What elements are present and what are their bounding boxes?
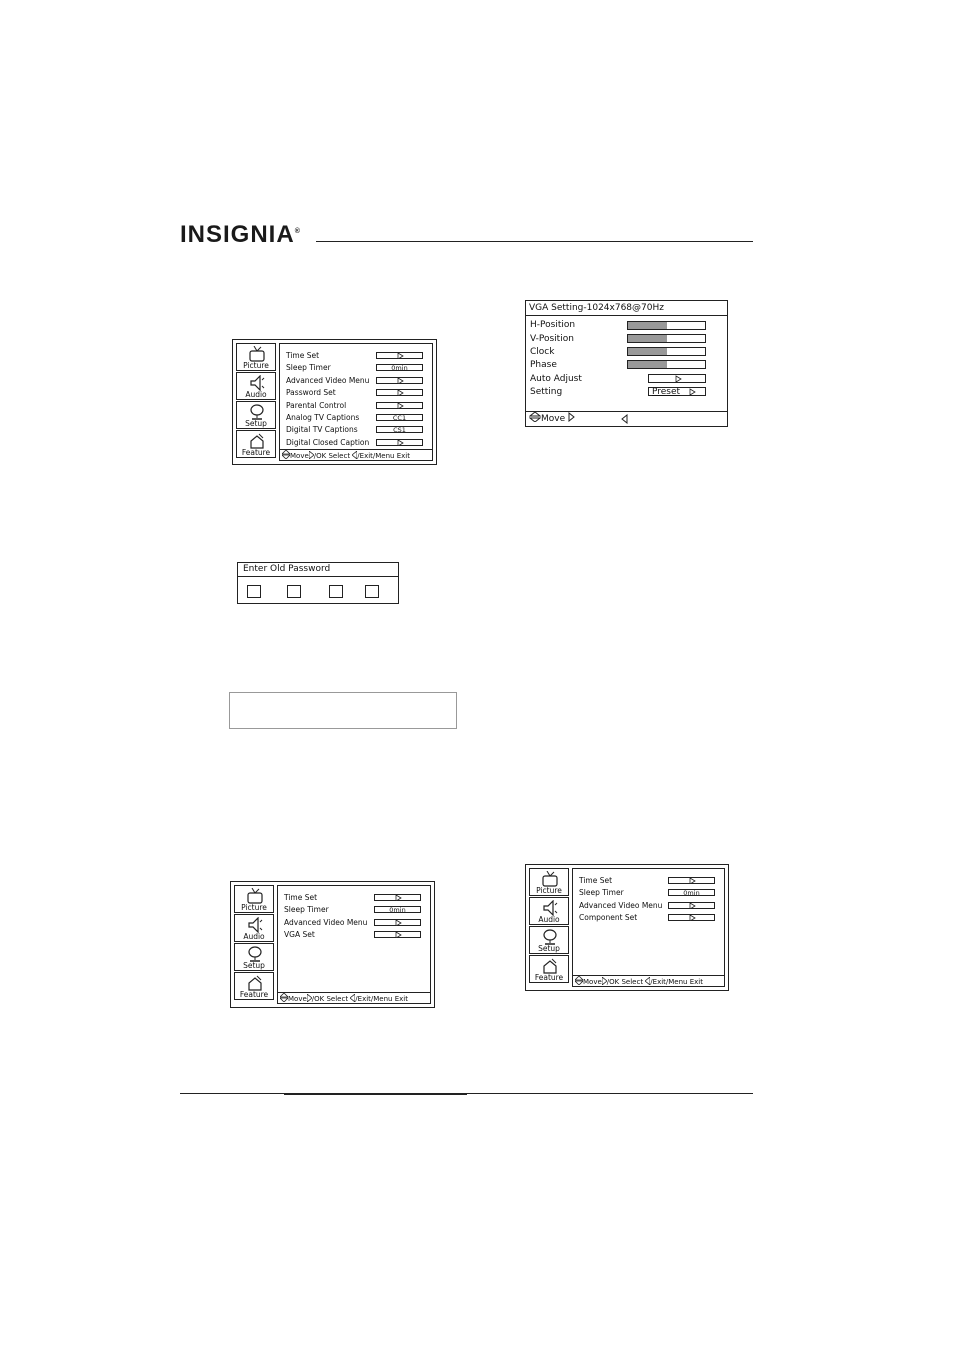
menu-item-value[interactable]: 0min [668, 889, 715, 896]
menu-item-value[interactable]: 0min [376, 364, 423, 371]
menu-footer [573, 975, 724, 986]
sidebar-label: Setup [538, 944, 560, 953]
setting-preset-select[interactable] [648, 387, 706, 396]
sidebar-label: Feature [534, 973, 564, 982]
menu-item-label[interactable]: Digital Closed Caption [286, 437, 370, 447]
feature-house-icon [542, 958, 558, 974]
menu-item-arrow[interactable] [376, 377, 423, 384]
menu-item-label[interactable]: Sleep Timer [286, 363, 331, 373]
footer-move: Move [290, 452, 309, 460]
arrow-right-icon [669, 902, 716, 909]
arrow-right-icon [649, 375, 707, 383]
menu-item-label[interactable]: Advanced Video Menu [286, 375, 370, 385]
footer-exit: /Exit/Menu Exit [357, 452, 410, 460]
up-down-arrow-icon [282, 450, 290, 459]
sidebar-label: Audio [245, 390, 267, 399]
speaker-icon [247, 917, 263, 933]
up-down-arrow-icon [280, 993, 288, 1002]
sidebar-picture-button[interactable] [236, 343, 276, 371]
speaker-icon [542, 900, 558, 916]
menu-item-arrow[interactable] [668, 902, 715, 909]
menu-items-panel [279, 343, 433, 461]
menu-item-value[interactable]: CS1 [376, 426, 423, 433]
arrow-right-icon [377, 439, 424, 446]
sidebar-label: Audio [243, 932, 265, 941]
osd-menu-parental [232, 339, 437, 465]
sidebar-setup-button[interactable] [234, 943, 274, 971]
menu-item-label[interactable]: Sleep Timer [284, 905, 329, 915]
footer-exit: /Exit/Menu Exit [650, 978, 703, 986]
footer-move: Move [288, 995, 307, 1003]
enter-password-dialog [237, 562, 399, 604]
menu-item-label[interactable]: Time Set [579, 876, 613, 885]
password-digit-1[interactable] [247, 585, 261, 598]
sidebar-picture-button[interactable] [529, 868, 569, 896]
menu-footer [278, 992, 430, 1003]
menu-item-label[interactable]: Sleep Timer [579, 888, 624, 898]
satellite-dish-icon [247, 946, 263, 962]
menu-item-label[interactable]: Analog TV Captions [286, 413, 360, 422]
auto-adjust-button[interactable] [648, 374, 706, 383]
clock-slider[interactable] [627, 347, 706, 356]
footer-exit: /Exit/Menu Exit [355, 995, 408, 1003]
sidebar-feature-button[interactable] [234, 972, 274, 1000]
feature-house-icon [247, 975, 263, 991]
sidebar-label: Picture [241, 903, 267, 912]
satellite-dish-icon [249, 404, 265, 420]
menu-item-label[interactable]: Advanced Video Menu [284, 917, 368, 927]
osd-menu-component [525, 864, 729, 991]
sidebar-audio-button[interactable] [529, 897, 569, 925]
menu-sidebar [234, 885, 274, 1004]
menu-item-label[interactable]: Parental Control [286, 400, 347, 410]
vga-row-label: Clock [530, 347, 555, 357]
menu-items-panel [277, 885, 431, 1004]
sidebar-audio-button[interactable] [234, 914, 274, 942]
sidebar-label: Picture [536, 886, 562, 895]
menu-sidebar [529, 868, 569, 987]
arrow-right-icon [669, 877, 716, 884]
password-title: Enter Old Password [238, 563, 398, 577]
speaker-icon [249, 375, 265, 391]
move-hint: Move [541, 414, 566, 424]
arrow-right-icon [377, 352, 424, 359]
sidebar-label: Setup [245, 419, 267, 428]
menu-item-arrow[interactable] [668, 914, 715, 921]
vga-row-label: H-Position [530, 320, 576, 330]
feature-house-icon [249, 433, 265, 449]
footer-select: /OK Select [606, 978, 644, 986]
vga-footer [526, 411, 727, 426]
setting-label: Setting [530, 387, 563, 397]
arrow-left-icon [621, 414, 629, 424]
password-digit-2[interactable] [287, 585, 301, 598]
menu-sidebar [236, 343, 276, 461]
password-digit-3[interactable] [329, 585, 343, 598]
arrow-right-icon [689, 388, 697, 396]
osd-menu-vga [230, 881, 435, 1008]
menu-item-arrow[interactable] [374, 931, 421, 938]
menu-item-arrow[interactable] [374, 919, 421, 926]
insignia-logo: INSIGNIA® [180, 221, 301, 248]
menu-item-label[interactable]: VGA Set [284, 930, 315, 940]
menu-item-value[interactable]: 0min [374, 906, 421, 913]
footer-rule-accent [284, 1094, 467, 1095]
header-rule [316, 241, 753, 242]
footer-move: Move [583, 978, 602, 986]
menu-footer [280, 449, 432, 460]
sidebar-setup-button[interactable] [236, 401, 276, 429]
up-down-arrow-icon [575, 976, 583, 985]
menu-item-value[interactable]: CC1 [376, 414, 423, 421]
tv-icon [249, 346, 265, 362]
arrow-right-icon [669, 914, 716, 921]
menu-item-arrow[interactable] [374, 894, 421, 901]
up-down-arrow-icon [529, 412, 541, 422]
v-position-slider[interactable] [627, 334, 706, 343]
menu-item-label[interactable]: Advanced Video Menu [579, 900, 663, 910]
arrow-right-icon [377, 377, 424, 384]
sidebar-label: Feature [241, 448, 271, 457]
sidebar-label: Setup [243, 961, 265, 970]
arrow-right-icon [377, 402, 424, 409]
footer-select: /OK Select [313, 452, 351, 460]
menu-item-label[interactable]: Component Set [579, 913, 638, 923]
arrow-right-icon [568, 412, 576, 422]
menu-item-arrow[interactable] [376, 389, 423, 396]
blank-message-box [229, 692, 457, 729]
sidebar-setup-button[interactable] [529, 926, 569, 954]
menu-item-arrow[interactable] [376, 402, 423, 409]
vga-row-label: V-Position [530, 334, 574, 344]
menu-item-label[interactable]: Password Set [286, 388, 336, 398]
vga-setting-panel [525, 300, 728, 427]
satellite-dish-icon [542, 929, 558, 945]
menu-item-arrow[interactable] [376, 439, 423, 446]
sidebar-audio-button[interactable] [236, 372, 276, 400]
menu-item-label[interactable]: Digital TV Captions [286, 425, 358, 435]
sidebar-feature-button[interactable] [236, 430, 276, 458]
menu-items-panel [572, 868, 725, 987]
arrow-right-icon [375, 931, 422, 938]
tv-icon [542, 871, 558, 887]
vga-row-label: Phase [530, 360, 557, 370]
phase-slider[interactable] [627, 360, 706, 369]
arrow-right-icon [375, 894, 422, 901]
footer-select: /OK Select [311, 995, 349, 1003]
auto-adjust-label: Auto Adjust [530, 374, 582, 384]
sidebar-label: Feature [239, 990, 269, 999]
menu-item-arrow[interactable] [668, 877, 715, 884]
tv-icon [247, 888, 263, 904]
menu-item-label[interactable]: Time Set [286, 351, 320, 360]
arrow-right-icon [375, 919, 422, 926]
h-position-slider[interactable] [627, 321, 706, 330]
password-digit-4[interactable] [365, 585, 379, 598]
menu-item-label[interactable]: Time Set [284, 893, 318, 902]
preset-value: Preset [652, 387, 681, 397]
sidebar-label: Audio [538, 915, 560, 924]
vga-title: VGA Setting-1024x768@70Hz [526, 301, 727, 316]
sidebar-picture-button[interactable] [234, 885, 274, 913]
arrow-right-icon [377, 389, 424, 396]
sidebar-label: Picture [243, 361, 269, 370]
sidebar-feature-button[interactable] [529, 955, 569, 983]
menu-item-arrow[interactable] [376, 352, 423, 359]
